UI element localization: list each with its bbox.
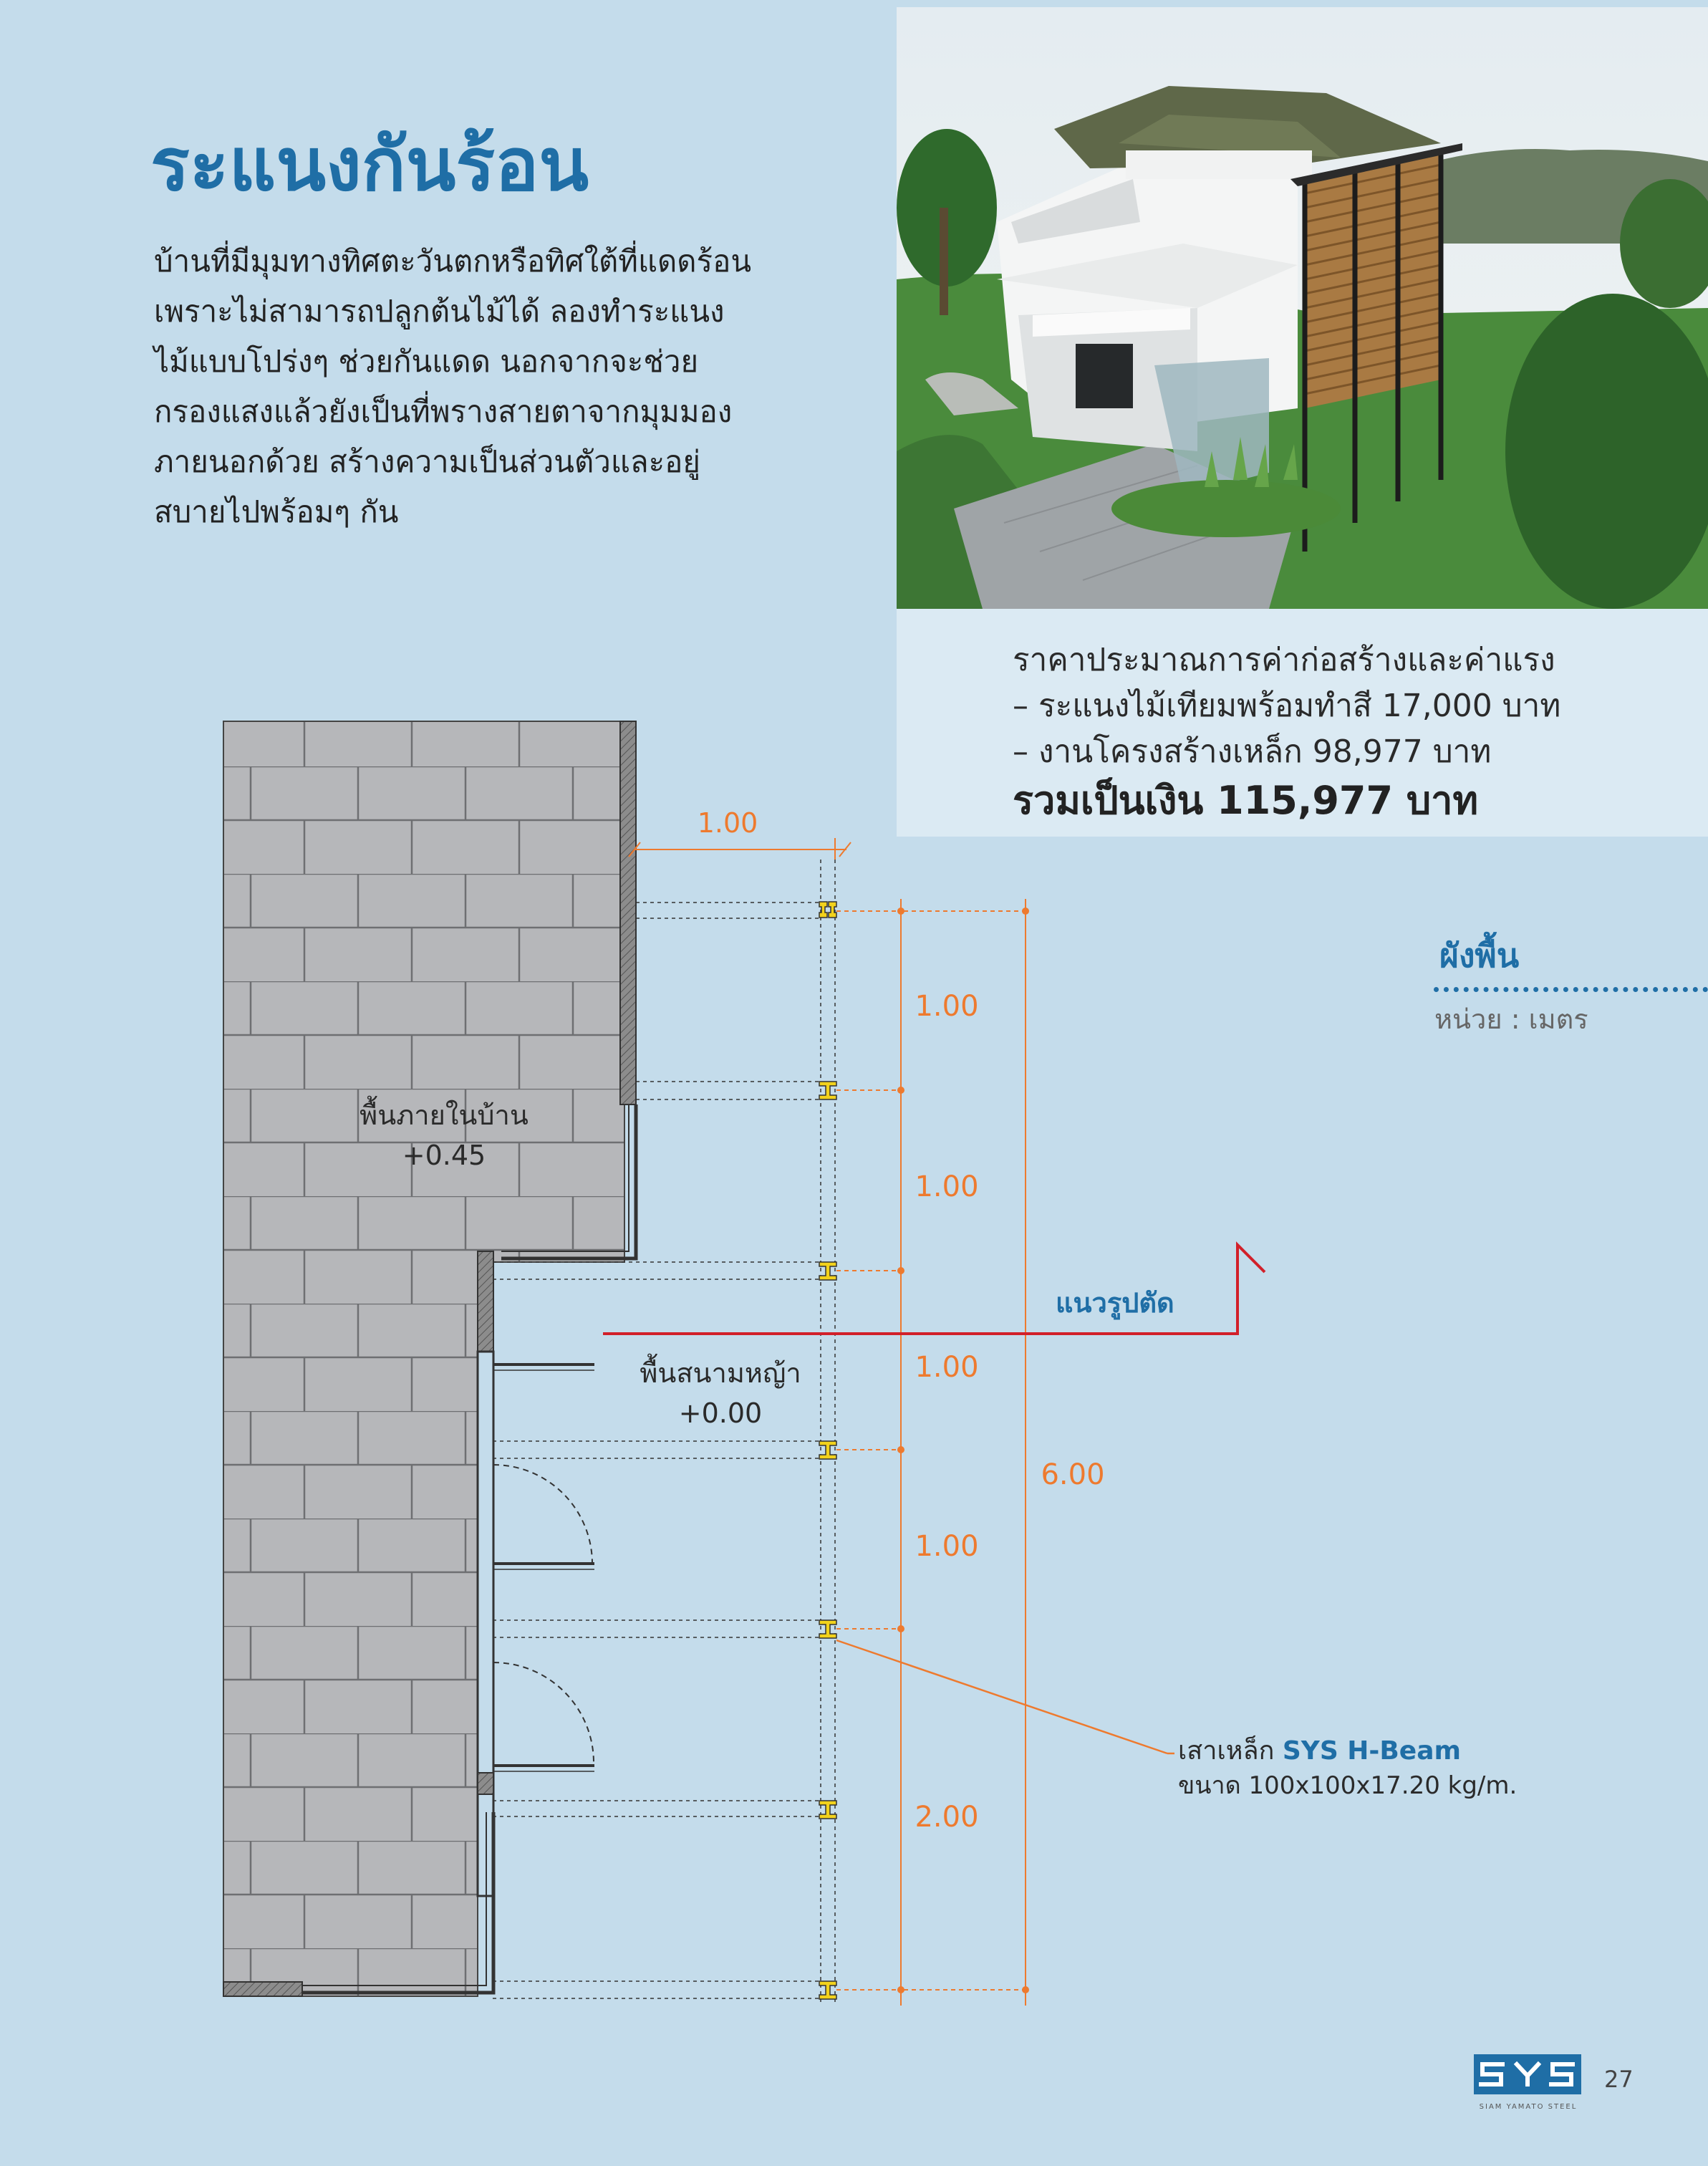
page-title: ระแนงกันร้อน bbox=[150, 122, 589, 208]
paving-area bbox=[223, 721, 624, 1996]
intro-line: สบายไปพร้อมๆ กัน bbox=[154, 494, 399, 529]
spacing-dimension-label: 1.00 bbox=[915, 1351, 979, 1384]
logo-text: SIAM YAMATO STEEL bbox=[1479, 2103, 1578, 2111]
plan-unit-label: หน่วย : เมตร bbox=[1434, 1003, 1588, 1035]
intro-line: บ้านที่มีมุมทางทิศตะวันตกหรือทิศใต้ที่แดดร้อน bbox=[154, 244, 752, 279]
section-line-label: แนวรูปตัด bbox=[1056, 1287, 1174, 1319]
lawn-floor-label: พื้นสนามหญ้า bbox=[640, 1357, 801, 1389]
intro-line: กรองแสงแล้วยังเป็นที่พรางสายตาจากมุมมอง bbox=[154, 394, 733, 429]
total-dimension-label: 6.00 bbox=[1041, 1458, 1105, 1491]
intro-line: เพราะไม่สามารถปลูกต้นไม้ได้ ลองทำระแนง bbox=[154, 294, 725, 329]
interior-floor-level: +0.45 bbox=[402, 1140, 486, 1171]
offset-dimension-label: 1.00 bbox=[697, 807, 758, 839]
price-item: – ระแนงไม้เทียมพร้อมทำสี 17,000 บาท bbox=[1013, 688, 1561, 724]
column-label-brand: SYS H-Beam bbox=[1282, 1736, 1462, 1766]
spacing-dimension-label: 1.00 bbox=[915, 1530, 979, 1563]
h-beam-columns bbox=[819, 902, 836, 1999]
spacing-dimension-label: 1.00 bbox=[915, 1170, 979, 1203]
interior-floor-label: พื้นภายในบ้าน bbox=[360, 1099, 529, 1131]
plan-title: ผังพื้น bbox=[1439, 936, 1520, 975]
intro-line: ไม้แบบโปร่งๆ ช่วยกันแดด นอกจากจะช่วย bbox=[154, 344, 699, 379]
column-label-prefix: เสาเหล็ก bbox=[1178, 1736, 1283, 1766]
page-number: 27 bbox=[1604, 2066, 1634, 2093]
sliding-doors bbox=[493, 1364, 594, 1771]
column-label bbox=[1178, 1734, 1461, 1766]
lawn-floor-level: +0.00 bbox=[678, 1397, 763, 1429]
intro-line: ภายนอกด้วย สร้างความเป็นส่วนตัวและอยู่ bbox=[154, 444, 701, 479]
spacing-dimension-label: 2.00 bbox=[915, 1801, 979, 1834]
sys-logo bbox=[1474, 2054, 1581, 2110]
spacing-dimension-label: 1.00 bbox=[915, 990, 979, 1023]
price-total: รวมเป็นเงิน 115,977 บาท bbox=[1013, 778, 1479, 823]
price-item: – งานโครงสร้างเหล็ก 98,977 บาท bbox=[1013, 733, 1492, 770]
column-size-label: ขนาด 100x100x17.20 kg/m. bbox=[1178, 1771, 1518, 1800]
price-heading: ราคาประมาณการค่าก่อสร้างและค่าแรง bbox=[1013, 642, 1555, 678]
